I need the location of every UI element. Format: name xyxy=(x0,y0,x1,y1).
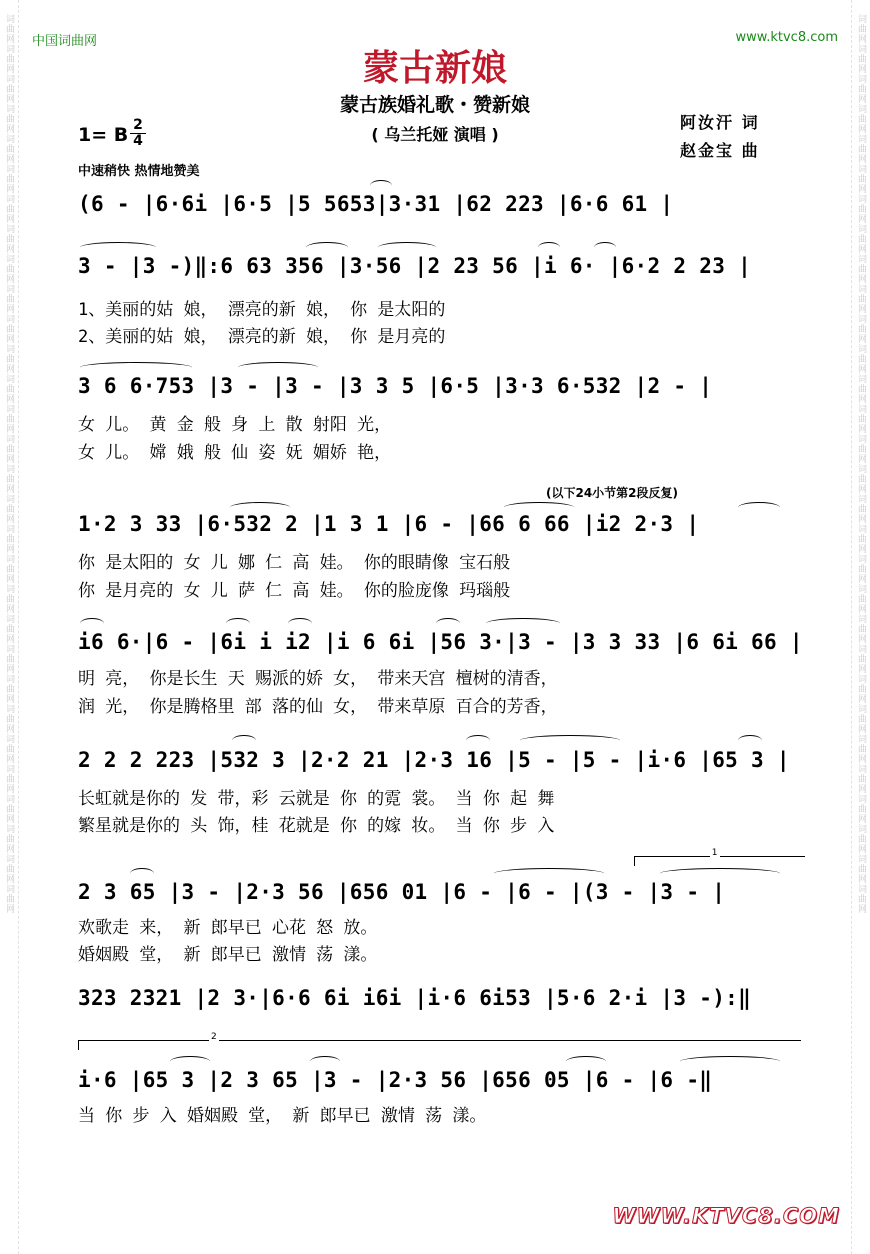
notation-line-9: i·6 |65 3 |2 3 65 |3 - |2·3 56 |656 05 |6 - |6 -‖ xyxy=(78,1068,713,1092)
key-signature: 1= B xyxy=(78,124,129,146)
slur xyxy=(594,242,616,253)
singer-credit: ( 乌兰托娅 演唱 ) xyxy=(371,125,499,144)
notation-line-4: 1·2 3 33 |6·532 2 |1 3 1 |6 - |66 6 66 |i2 2·3 | xyxy=(78,512,700,536)
lyric-line-7-verse-1: 欢歌走 来， 新 郎早已 心花 怒 放。 xyxy=(78,918,378,938)
slur xyxy=(466,735,490,746)
slur xyxy=(738,735,762,746)
site-url-right[interactable]: www.ktvc8.com xyxy=(735,30,838,45)
site-name-left: 中国词曲网 xyxy=(32,34,98,49)
lyric-line-7-verse-2: 婚姻殿 堂， 新 郎早已 激情 荡 漾。 xyxy=(78,945,378,965)
slur xyxy=(80,362,192,373)
notation-line-7: 2 3 65 |3 - |2·3 56 |656 01 |6 - |6 - |(3 - |3 - | xyxy=(78,880,726,904)
lyric-line-6-verse-2: 繁星就是你的 头 饰，桂 花就是 你 的嫁 妆。 当 你 步 入 xyxy=(78,816,555,836)
notation-line-5: i6 6·|6 - |6i i i2 |i 6 6i |56 3·|3 - |3 3 33 |6 6i 66 | xyxy=(78,630,803,654)
tempo-marking: 中速稍快 热情地赞美 xyxy=(78,164,200,179)
song-subtitle: 蒙古族婚礼歌・赞新娘 xyxy=(339,94,530,116)
slur xyxy=(486,618,560,629)
slur xyxy=(288,618,312,629)
notation-line-1: (6 - |6·6i |6·5 |5 5653|3·31 |62 223 |6·6 61 | xyxy=(78,192,674,216)
slur xyxy=(170,1056,210,1067)
notation-line-8: 323 2321 |2 3·|6·6 6i i6i |i·6 6i53 |5·6 2·i |3 -):‖ xyxy=(78,986,752,1010)
second-ending-bracket xyxy=(78,1032,801,1050)
first-ending-number: 1 xyxy=(711,848,718,858)
slur xyxy=(226,618,250,629)
song-title: 蒙古新娘 xyxy=(362,48,507,89)
slur xyxy=(80,242,156,253)
slur xyxy=(494,868,604,879)
slur xyxy=(130,868,154,879)
slur xyxy=(306,242,348,253)
slur xyxy=(566,1056,606,1067)
slur xyxy=(436,618,460,629)
second-ending-number: 2 xyxy=(210,1032,217,1042)
time-signature-top: 2 xyxy=(130,118,146,134)
slur xyxy=(538,242,560,253)
lyric-line-6-verse-1: 长虹就是你的 发 带，彩 云就是 你 的霓 裳。 当 你 起 舞 xyxy=(78,789,555,809)
slur xyxy=(80,618,104,629)
left-watermark-strip xyxy=(0,0,19,1254)
lyric-line-5-verse-1: 明 亮， 你是长生 天 赐派的娇 女， 带来天宫 檀树的清香， xyxy=(78,669,558,689)
lyric-line-2-verse-1: 1、美丽的姑 娘， 漂亮的新 娘， 你 是太阳的 xyxy=(78,300,446,320)
lyric-line-9-verse-1: 当 你 步 入 婚姻殿 堂， 新 郎早已 激情 荡 漾。 xyxy=(78,1106,487,1126)
lyric-line-5-verse-2: 润 光， 你是腾格里 部 落的仙 女， 带来草原 百合的芳香， xyxy=(78,697,558,717)
lyric-line-2-verse-2: 2、美丽的姑 娘， 漂亮的新 娘， 你 是月亮的 xyxy=(78,327,446,347)
lyric-line-4-verse-1: 你 是太阳的 女 儿 娜 仁 高 娃。 你的眼睛像 宝石般 xyxy=(78,553,511,573)
slur xyxy=(238,362,318,373)
notation-line-2: 3 - |3 -)‖:6 63 356 |3·56 |2 23 56 |i 6· |6·2 2 23 | xyxy=(78,254,752,278)
lyric-line-3-verse-1: 女 儿。 黄 金 般 身 上 散 射阳 光， xyxy=(78,415,392,435)
edge-watermark-text: 词曲网词曲网词曲网词曲网词曲网词曲网词曲网词曲网词曲网词曲网词曲网词曲网词曲网词曲网词曲网词曲网词曲网词曲网词曲网词曲网词曲网词曲网词曲网词曲网词曲网词曲网词曲网词曲网词曲网词曲网 xyxy=(4,14,14,914)
notation-line-3: 3 6 6·753 |3 - |3 - |3 3 5 |6·5 |3·3 6·532 |2 - | xyxy=(78,374,713,398)
site-logo[interactable]: WWW.KTVC8.COM xyxy=(612,1204,840,1228)
repeat-instruction: (以下24小节第2段反复) xyxy=(546,486,679,500)
time-signature xyxy=(130,118,146,149)
slur xyxy=(370,180,392,191)
edge-watermark-text: 词曲网词曲网词曲网词曲网词曲网词曲网词曲网词曲网词曲网词曲网词曲网词曲网词曲网词曲网词曲网词曲网词曲网词曲网词曲网词曲网词曲网词曲网词曲网词曲网词曲网词曲网词曲网词曲网词曲网词曲网 xyxy=(856,14,866,914)
slur xyxy=(680,1056,780,1067)
slur xyxy=(378,242,436,253)
notation-line-6: 2 2 2 223 |532 3 |2·2 21 |2·3 16 |5 - |5 - |i·6 |65 3 | xyxy=(78,748,790,772)
slur xyxy=(232,735,256,746)
slur xyxy=(310,1056,340,1067)
lyric-line-4-verse-2: 你 是月亮的 女 儿 萨 仁 高 娃。 你的脸庞像 玛瑙般 xyxy=(78,581,511,601)
composer-credit: 赵金宝 曲 xyxy=(680,141,760,160)
slur xyxy=(660,868,780,879)
right-watermark-strip xyxy=(851,0,870,1254)
lyricist-credit: 阿汝汗 词 xyxy=(680,113,760,132)
lyric-line-3-verse-2: 女 儿。 嫦 娥 般 仙 姿 妩 媚娇 艳， xyxy=(78,443,392,463)
time-signature-bottom: 4 xyxy=(133,133,143,149)
slur xyxy=(520,735,620,746)
first-ending-bracket xyxy=(634,848,805,866)
